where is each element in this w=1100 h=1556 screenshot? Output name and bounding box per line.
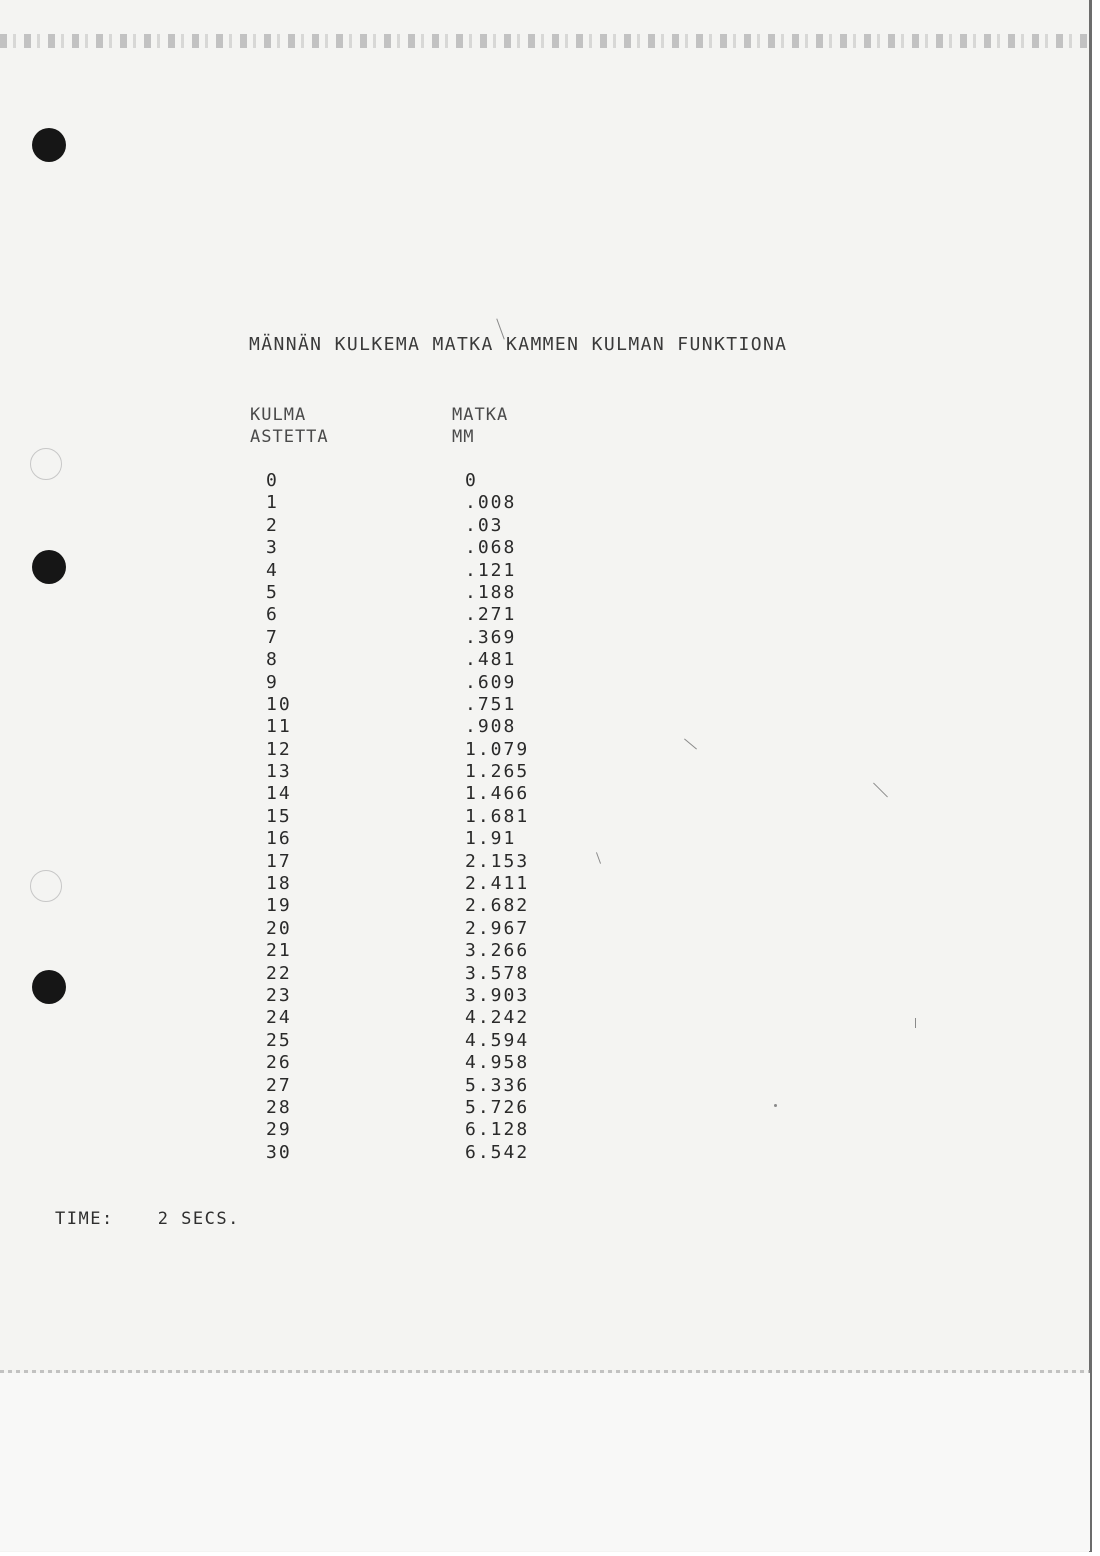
angle-value: 11: [266, 716, 292, 738]
angle-value: 10: [266, 693, 292, 715]
angle-value: 20: [266, 917, 292, 939]
angle-value: 30: [266, 1141, 292, 1163]
torn-top-edge: [0, 34, 1090, 48]
distance-value: .008: [465, 492, 517, 514]
paper-speck: [684, 738, 697, 749]
angle-value: 14: [266, 783, 292, 805]
distance-value: 1.681: [465, 805, 530, 827]
angle-value: 24: [266, 1007, 292, 1029]
punch-hole: [32, 550, 66, 584]
punch-hole-outline: [30, 448, 62, 480]
distance-value: 2.967: [465, 917, 530, 939]
angle-value: 3: [266, 537, 279, 559]
distance-value: .188: [465, 581, 517, 603]
distance-value: 4.594: [465, 1029, 530, 1051]
distance-value: .369: [465, 626, 517, 648]
distance-value: 4.242: [465, 1007, 530, 1029]
header-line: KULMA: [250, 405, 307, 425]
angle-value: 12: [266, 738, 292, 760]
angle-value: 1: [266, 492, 279, 514]
distance-value: 1.466: [465, 783, 530, 805]
distance-value: 6.128: [465, 1119, 530, 1141]
distance-value: .908: [465, 716, 517, 738]
angle-value: 17: [266, 850, 292, 872]
angle-value: 5: [266, 581, 279, 603]
distance-value: 3.578: [465, 962, 530, 984]
angle-value: 28: [266, 1096, 292, 1118]
distance-value: 6.542: [465, 1141, 530, 1163]
distance-value: .121: [465, 559, 517, 581]
distance-value: 4.958: [465, 1052, 530, 1074]
header-line: ASTETTA: [250, 427, 329, 447]
angle-value: 27: [266, 1074, 292, 1096]
distance-value: .03: [465, 514, 504, 536]
distance-value: 3.266: [465, 940, 530, 962]
angle-value: 25: [266, 1029, 292, 1051]
distance-column: [465, 470, 575, 1164]
angle-value: 0: [266, 470, 279, 491]
paper-speck: [915, 1018, 916, 1028]
punch-hole-outline: [30, 870, 62, 902]
angle-value: 2: [266, 514, 279, 536]
angle-value: 13: [266, 761, 292, 783]
distance-value: .751: [465, 693, 517, 715]
distance-value: 0: [465, 470, 478, 491]
angle-value: 15: [266, 805, 292, 827]
angle-column: [250, 470, 310, 1164]
punch-hole: [32, 128, 66, 162]
angle-value: 18: [266, 873, 292, 895]
angle-value: 21: [266, 940, 292, 962]
paper-speck: [873, 783, 888, 798]
angle-value: 22: [266, 962, 292, 984]
distance-value: .609: [465, 671, 517, 693]
distance-value: 1.079: [465, 738, 530, 760]
punch-hole: [32, 970, 66, 1004]
column-header-distance: [452, 404, 508, 448]
angle-value: 26: [266, 1052, 292, 1074]
report-title: MÄNNÄN KULKEMA MATKA KAMMEN KULMAN FUNKTIONA: [249, 334, 788, 355]
time-label: TIME:: [55, 1209, 114, 1229]
distance-value: 1.91: [465, 828, 517, 850]
distance-value: 2.682: [465, 895, 530, 917]
distance-value: 3.903: [465, 984, 530, 1006]
angle-value: 23: [266, 984, 292, 1006]
distance-value: .271: [465, 604, 517, 626]
angle-value: 19: [266, 895, 292, 917]
distance-value: 5.336: [465, 1074, 530, 1096]
angle-value: 29: [266, 1119, 292, 1141]
header-line: MM: [452, 427, 475, 447]
distance-value: .068: [465, 537, 517, 559]
angle-value: 4: [266, 559, 279, 581]
distance-value: 5.726: [465, 1096, 530, 1118]
timing-footer: [55, 1209, 240, 1229]
angle-value: 8: [266, 649, 279, 671]
angle-value: 9: [266, 671, 279, 693]
distance-value: .481: [465, 649, 517, 671]
header-line: MATKA: [452, 405, 509, 425]
angle-value: 6: [266, 604, 279, 626]
paper-speck: [596, 852, 601, 864]
tear-off-strip: [0, 1373, 1090, 1551]
time-value: 2 SECS.: [157, 1209, 240, 1229]
angle-value: 7: [266, 626, 279, 648]
distance-value: 2.411: [465, 873, 530, 895]
paper-speck: [774, 1104, 777, 1107]
distance-value: 1.265: [465, 761, 530, 783]
column-header-angle: [250, 404, 329, 448]
distance-value: 2.153: [465, 850, 530, 872]
angle-value: 16: [266, 828, 292, 850]
